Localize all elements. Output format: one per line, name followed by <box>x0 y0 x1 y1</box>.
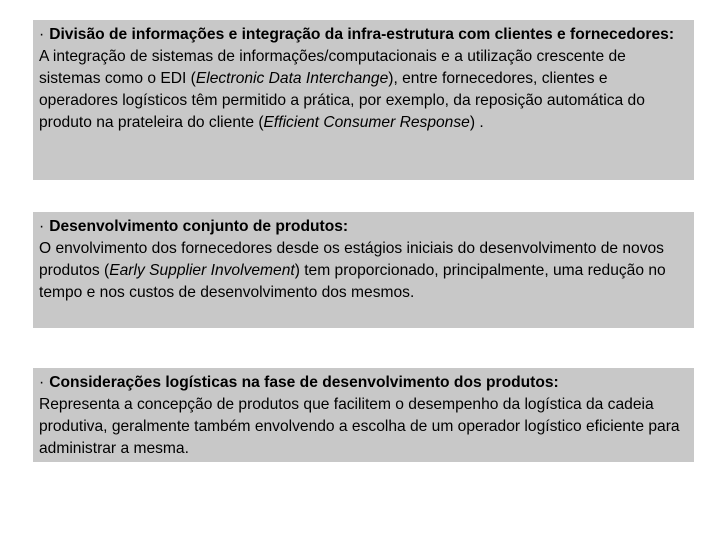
section-heading-text: Considerações logísticas na fase de desenvolvimento dos produtos: <box>49 374 559 391</box>
section-joint-product-development <box>33 212 694 328</box>
body-segment-italic: Early Supplier Involvement <box>109 261 295 279</box>
section-heading <box>39 216 688 238</box>
section-logistics-considerations <box>33 368 694 462</box>
section-heading <box>39 372 688 394</box>
body-segment: ) tem proporcionado, principalmente, uma redução no tempo e nos custos de desenvolvimento dos mesmos. <box>39 261 666 301</box>
body-segment: Representa a concepção de produtos que facilitem o desempenho da logística da cadeia produtiva, geralmente também envolvendo a escolha de um operador logístico eficiente para administrar a mesma. <box>39 395 680 457</box>
body-segment-italic: Electronic Data Interchange <box>195 69 389 87</box>
section-heading-text: Desenvolvimento conjunto de produtos: <box>49 218 349 235</box>
section-body <box>39 394 688 460</box>
section-heading <box>39 24 688 46</box>
section-body <box>39 238 688 304</box>
body-segment: ), entre fornecedores, clientes e operadores logísticos têm permitido a prática, por exemplo, da reposição automática do produto na prateleira do cliente ( <box>39 69 645 131</box>
body-segment-italic: Efficient Consumer Response <box>263 113 470 131</box>
bullet-glyph: · <box>39 26 45 43</box>
section-body <box>39 46 688 134</box>
bullet-glyph: · <box>39 374 45 391</box>
body-segment: ) . <box>469 113 484 131</box>
section-division-of-information <box>33 20 694 180</box>
section-heading-text: Divisão de informações e integração da infra-estrutura com clientes e fornecedores: <box>49 26 675 43</box>
body-segment: A integração de sistemas de informações/computacionais e a utilização crescente de sistemas como o EDI ( <box>39 47 626 87</box>
body-segment: O envolvimento dos fornecedores desde os estágios iniciais do desenvolvimento de novos produtos ( <box>39 239 664 279</box>
bullet-glyph: · <box>39 218 45 235</box>
